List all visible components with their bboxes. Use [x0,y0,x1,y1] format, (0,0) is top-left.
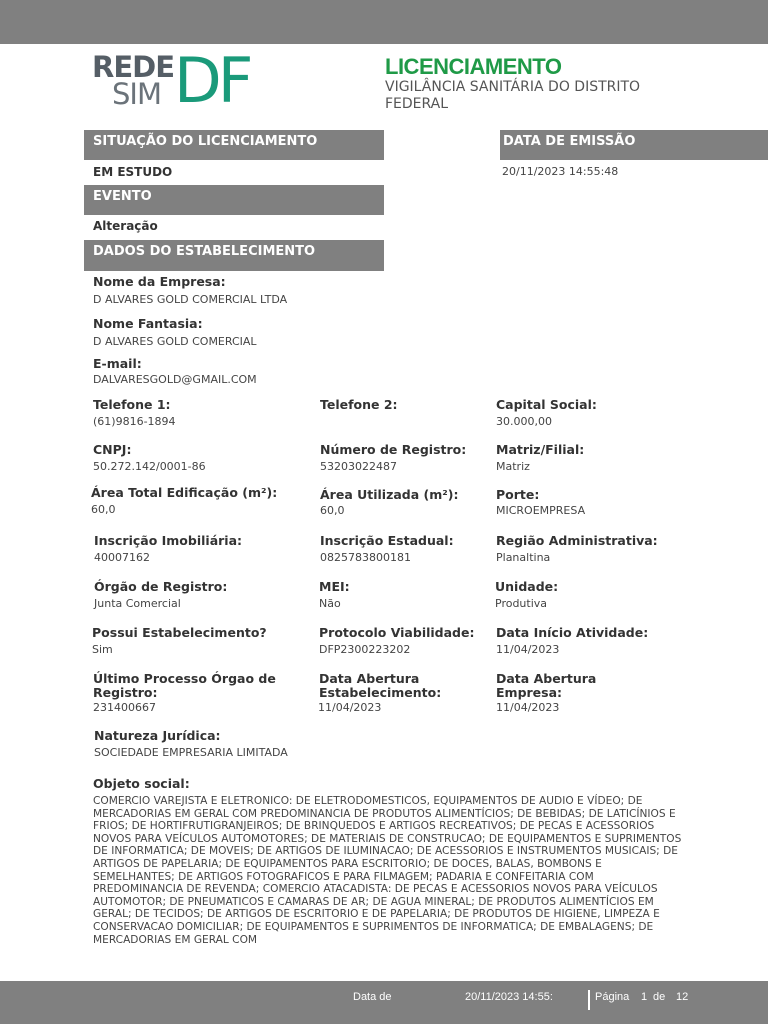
cnpj-value: 50.272.142/0001-86 [93,460,206,473]
email-value: DALVARESGOLD@GMAIL.COM [93,373,257,386]
possui-estabelecimento-label: Possui Estabelecimento? [92,625,267,640]
orgao-registro-label: Órgão de Registro: [94,579,228,594]
numero-registro-label: Número de Registro: [320,442,467,457]
footer-pagina-total: 12 [676,991,689,1003]
regiao-administrativa-value: Planaltina [496,551,551,564]
footer-data-label: Data de [353,991,392,1003]
inscricao-imobiliaria-value: 40007162 [94,551,150,564]
ultimo-processo-label [93,672,276,700]
cnpj-label: CNPJ: [93,442,132,457]
orgao-registro-value: Junta Comercial [94,597,181,610]
capital-social-label: Capital Social: [496,397,597,412]
inscricao-estadual-value: 0825783800181 [320,551,411,564]
mei-value: Não [319,597,341,610]
area-total-value: 60,0 [91,503,116,516]
objeto-social-value: COMERCIO VAREJISTA E ELETRONICO: DE ELETRODOMESTICOS, EQUIPAMENTOS DE AUDIO E VÍDEO; DE MERCADORIAS EM GERAL COM PREDOMINANCIA DE PRODUTOS ALIMENTÍCIOS; DE BEBIDAS; DE LATICÍNIOS E FRIOS; DE HORTIFRUTIGRANJEIROS; DE BRINQUEDOS E ARTIGOS RECREATIVOS; DE PECAS E ACESSORIOS NOVOS PARA VEÍCULOS AUTOMOTORES; DE MATERIAIS DE CONSTRUCAO; DE EQUIPAMENTOS E SUPRIMENTOS DE INFORMATICA; DE MOVEIS; DE ARTIGOS DE ILUMINACAO; DE ACESSORIOS E INSTRUMENTOS MUSICAIS; DE ARTIGOS DE PAPELARIA; DE EQUIPAMENTOS PARA ESCRITORIO; DE DOCES, BALAS, BOMBONS E SEMELHANTES; DE ARTIGOS FOTOGRAFICOS E PARA FILMAGEM; PADARIA E CONFEITARIA COM PREDOMINANCIA DE REVENDA; COMERCIO ATACADISTA: DE PECAS E ACESSORIOS NOVOS PARA VEÍCULOS AUTOMOTOR; DE PNEUMATICOS E CAMARAS DE AR; DE AGUA MINERAL; DE PRODUTOS ALIMENTÍCIOS EM GERAL; DE TECIDOS; DE ARTIGOS DE ESCRITORIO E DE PAPELARIA; DE PRODUTOS DE HIGIENE, LIMPEZA E CONSERVACAO DOMICILIAR; DE EQUIPAMENTOS E SUPRIMENTOS DE INFORMATICA; DE EMBALAGENS; DE MERCADORIAS EM GERAL COM [93,795,682,946]
capital-social-value: 30.000,00 [496,415,552,428]
nome-fantasia-value: D ALVARES GOLD COMERCIAL [93,335,257,348]
footer-separator [588,990,590,1010]
data-abertura-estab-label-line2: Estabelecimento: [319,685,442,700]
data-abertura-estab-value: 11/04/2023 [318,701,382,714]
possui-estabelecimento-value: Sim [92,643,113,656]
unidade-value: Produtiva [495,597,548,610]
area-utilizada-label: Área Utilizada (m²): [320,487,459,502]
footer-pagina-label: Página [595,991,630,1003]
situacao-header: SITUAÇÃO DO LICENCIAMENTO [84,130,384,160]
numero-registro-value: 53203022487 [320,460,397,473]
data-emissao-value: 20/11/2023 14:55:48 [502,165,619,178]
footer-pagina-atual: 1 [641,991,648,1003]
matriz-filial-label: Matriz/Filial: [496,442,585,457]
evento-value: Alteração [93,219,158,233]
email-label: E-mail: [93,356,142,371]
nome-fantasia-label: Nome Fantasia: [93,316,203,331]
natureza-juridica-value: SOCIEDADE EMPRESARIA LIMITADA [94,746,288,759]
unidade-label: Unidade: [495,579,559,594]
data-abertura-empresa-label-line1: Data Abertura [496,671,597,686]
nome-empresa-label: Nome da Empresa: [93,274,226,289]
mei-label: MEI: [319,579,350,594]
evento-header: EVENTO [84,185,384,215]
ultimo-processo-value: 231400667 [93,701,156,714]
logo-df: DF [174,44,250,117]
ultimo-processo-label-line1: Último Processo Órgao de [93,671,276,686]
data-inicio-atividade-value: 11/04/2023 [496,643,560,656]
logo-rede: REDE [92,50,175,84]
data-inicio-atividade-label: Data Início Atividade: [496,625,649,640]
data-abertura-empresa-label [496,672,596,700]
regiao-administrativa-label: Região Administrativa: [496,533,658,548]
data-emissao-header: DATA DE EMISSÃO [500,130,768,160]
data-abertura-empresa-value: 11/04/2023 [496,701,560,714]
porte-value: MICROEMPRESA [496,504,586,517]
data-abertura-estab-label-line1: Data Abertura [319,671,420,686]
objeto-social-label: Objeto social: [93,776,190,791]
inscricao-estadual-label: Inscrição Estadual: [320,533,454,548]
telefone1-label: Telefone 1: [93,397,171,412]
dados-header: DADOS DO ESTABELECIMENTO [84,240,384,271]
redesim-df-logo [92,44,252,117]
ultimo-processo-label-line2: Registro: [93,685,158,700]
data-abertura-empresa-label-line2: Empresa: [496,685,563,700]
footer-pagina-de: de [653,991,666,1003]
protocolo-viabilidade-value: DFP2300223202 [319,643,411,656]
natureza-juridica-label: Natureza Jurídica: [94,728,221,743]
top-bar [0,0,768,44]
telefone2-label: Telefone 2: [320,397,398,412]
protocolo-viabilidade-label: Protocolo Viabilidade: [319,625,475,640]
page-title: LICENCIAMENTO [385,54,562,79]
nome-empresa-value: D ALVARES GOLD COMERCIAL LTDA [93,293,288,306]
matriz-filial-value: Matriz [496,460,530,473]
area-utilizada-value: 60,0 [320,504,345,517]
page-subtitle: VIGILÂNCIA SANITÁRIA DO DISTRITO FEDERAL [385,79,641,112]
logo-sim: SIM [112,77,161,111]
area-total-label: Área Total Edificação (m²): [91,485,278,500]
telefone1-value: (61)9816-1894 [93,415,176,428]
inscricao-imobiliaria-label: Inscrição Imobiliária: [94,533,243,548]
porte-label: Porte: [496,487,540,502]
footer-data-value: 20/11/2023 14:55: [465,991,553,1003]
situacao-value: EM ESTUDO [93,165,173,179]
data-abertura-estab-label [319,672,441,700]
